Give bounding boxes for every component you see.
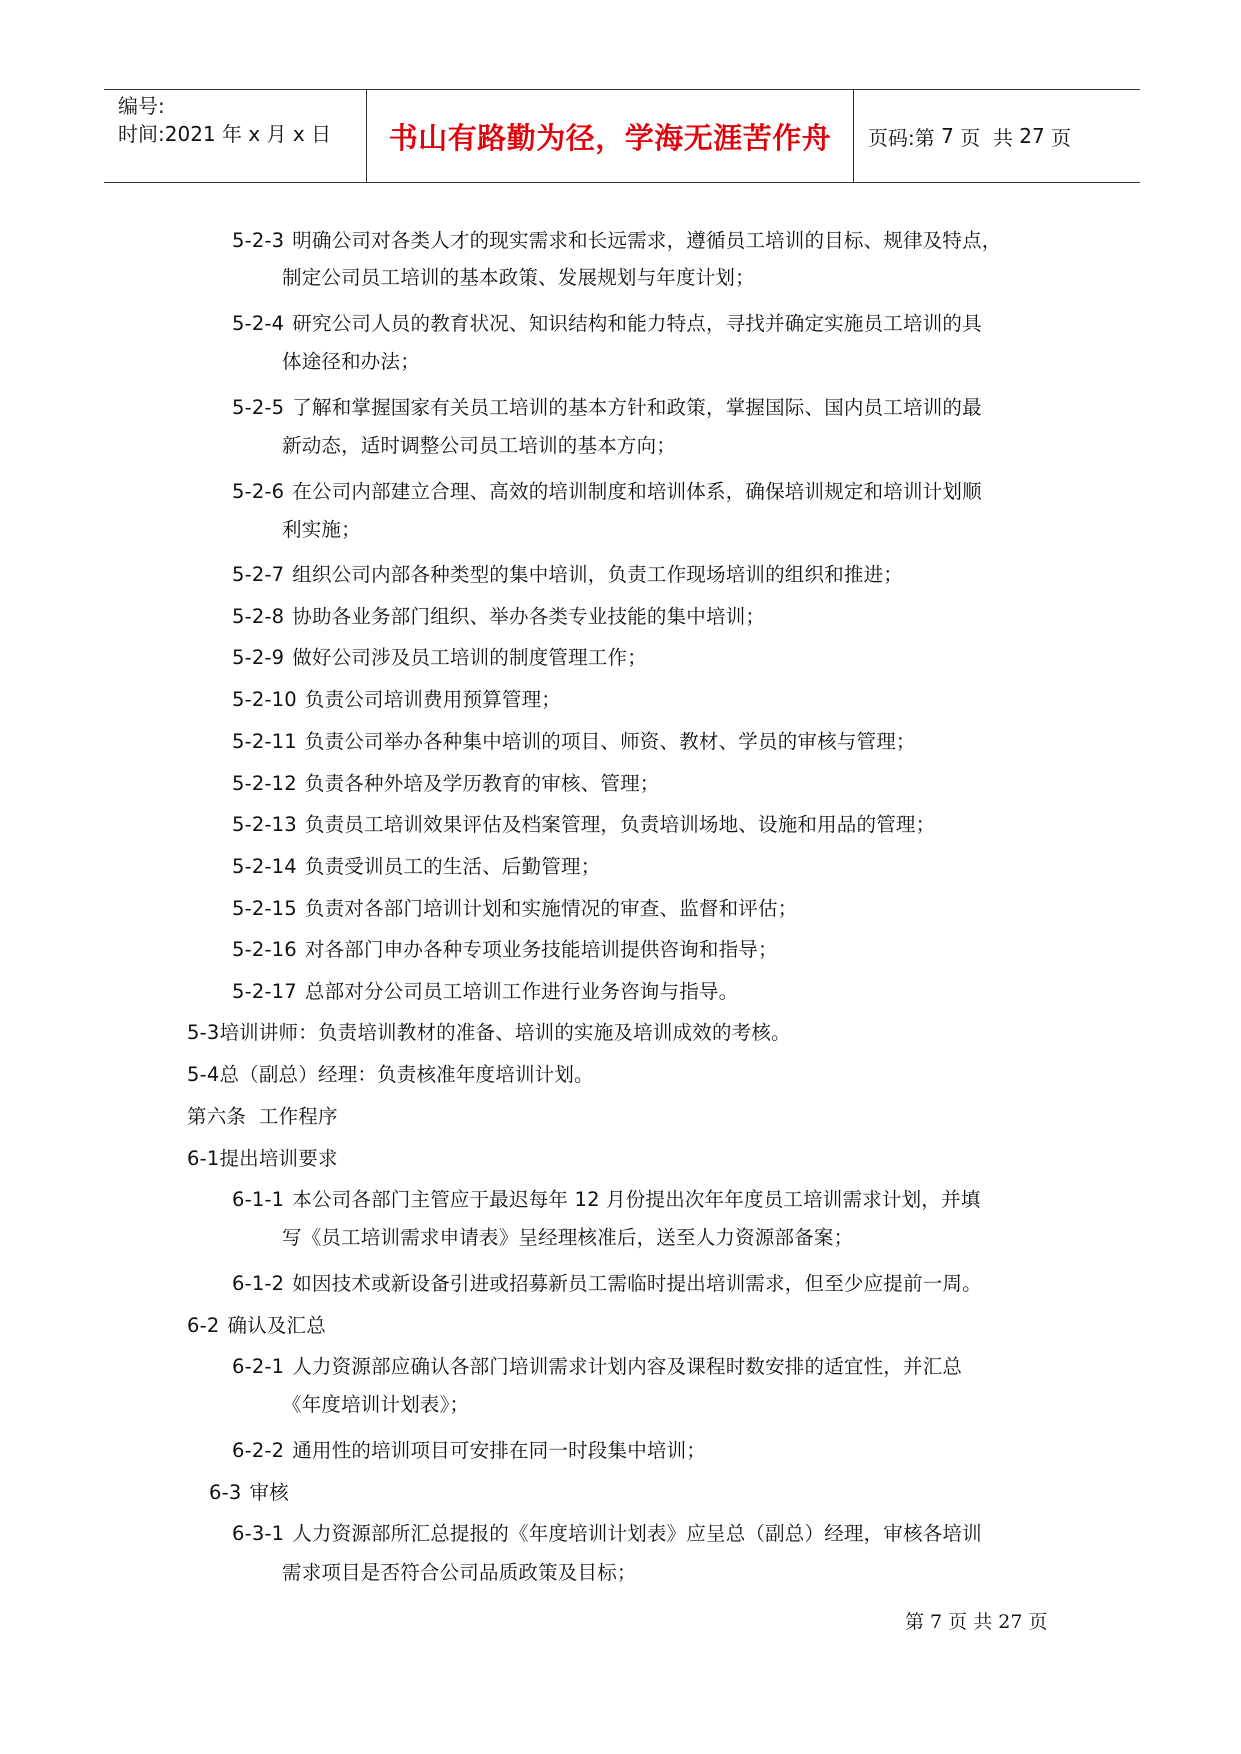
article-heading: 第六条 工作程序 <box>187 1105 338 1128</box>
time-label: 时间: <box>118 122 165 146</box>
time-value: 2021 年 x 月 x 日 <box>164 122 332 146</box>
section-heading: 6-1提出培训要求 <box>187 1147 338 1170</box>
page-total: 27 <box>1019 124 1045 148</box>
clause-line: 5-2-5 了解和掌握国家有关员工培训的基本方针和政策，掌握国际、国内员工培训的最 <box>232 396 982 419</box>
clause-line: 5-2-3 明确公司对各类人才的现实需求和长远需求，遵循员工培训的目标、规律及特点， <box>232 229 1002 252</box>
clause-line: 6-1-2 如因技术或新设备引进或招募新员工需临时提出培训需求，但至少应提前一周。 <box>232 1272 982 1295</box>
header-motto: 书山有路勤为径，学海无涯苦作舟 <box>367 90 854 182</box>
header-meta <box>104 90 367 182</box>
clause-line: 制定公司员工培训的基本政策、发展规划与年度计划； <box>282 266 755 289</box>
page-header <box>104 89 1140 183</box>
page-footer: 第 7 页 共 27 页 <box>905 1611 1048 1633</box>
section-heading: 6-3 审核 <box>209 1481 289 1504</box>
clause-line: 5-2-16 对各部门申办各种专项业务技能培训提供咨询和指导； <box>232 938 778 961</box>
clause-line: 需求项目是否符合公司品质政策及目标； <box>282 1561 637 1584</box>
clause-line: 5-2-6 在公司内部建立合理、高效的培训制度和培训体系，确保培训规定和培训计划顺 <box>232 480 982 503</box>
serial-label: 编号: <box>118 94 165 118</box>
clause-line: 5-2-10 负责公司培训费用预算管理； <box>232 688 562 711</box>
clause-line: 5-2-8 协助各业务部门组织、举办各类专业技能的集中培训； <box>232 605 766 628</box>
clause-line: 5-4总（副总）经理：负责核准年度培训计划。 <box>187 1063 594 1086</box>
clause-line: 体途径和办法； <box>282 350 420 373</box>
clause-line: 5-2-11 负责公司举办各种集中培训的项目、师资、教材、学员的审核与管理； <box>232 730 916 753</box>
clause-line: 5-2-17 总部对分公司员工培训工作进行业务咨询与指导。 <box>232 980 739 1003</box>
header-page-info <box>854 90 1140 182</box>
clause-line: 利实施； <box>282 518 361 541</box>
clause-line: 5-2-7 组织公司内部各种类型的集中培训，负责工作现场培训的组织和推进； <box>232 563 903 586</box>
clause-line: 5-3培训讲师：负责培训教材的准备、培训的实施及培训成效的考核。 <box>187 1021 791 1044</box>
page-ye: 页 <box>960 125 981 150</box>
clause-line: 写《员工培训需求申请表》呈经理核准后，送至人力资源部备案； <box>282 1226 854 1249</box>
clause-line: 《年度培训计划表》； <box>282 1393 470 1416</box>
section-heading: 6-2 确认及汇总 <box>187 1314 326 1337</box>
clause-line: 5-2-13 负责员工培训效果评估及档案管理，负责培训场地、设施和用品的管理； <box>232 813 936 836</box>
clause-line: 5-2-14 负责受训员工的生活、后勤管理； <box>232 855 601 878</box>
page-number: 7 <box>941 124 954 148</box>
time-line <box>118 120 331 148</box>
clause-line: 新动态，适时调整公司员工培训的基本方向； <box>282 434 677 457</box>
page-label: 页码: <box>868 125 915 150</box>
clause-line: 6-1-1 本公司各部门主管应于最迟每年 12 月份提出次年年度员工培训需求计划，并填 <box>232 1188 981 1211</box>
clause-line: 5-2-9 做好公司涉及员工培训的制度管理工作； <box>232 646 647 669</box>
page-gong: 共 <box>992 125 1013 150</box>
clause-line: 5-2-4 研究公司人员的教育状况、知识结构和能力特点，寻找并确定实施员工培训的具 <box>232 312 982 335</box>
clause-line: 5-2-15 负责对各部门培训计划和实施情况的审查、监督和评估； <box>232 897 798 920</box>
page-di: 第 <box>914 125 935 150</box>
page-ye2: 页 <box>1051 125 1072 150</box>
clause-line: 6-2-1 人力资源部应确认各部门培训需求计划内容及课程时数安排的适宜性，并汇总 <box>232 1355 963 1378</box>
clause-line: 6-3-1 人力资源部所汇总提报的《年度培训计划表》应呈总（副总）经理，审核各培训 <box>232 1522 982 1545</box>
clause-line: 5-2-12 负责各种外培及学历教育的审核、管理； <box>232 772 660 795</box>
clause-line: 6-2-2 通用性的培训项目可安排在同一时段集中培训； <box>232 1439 706 1462</box>
